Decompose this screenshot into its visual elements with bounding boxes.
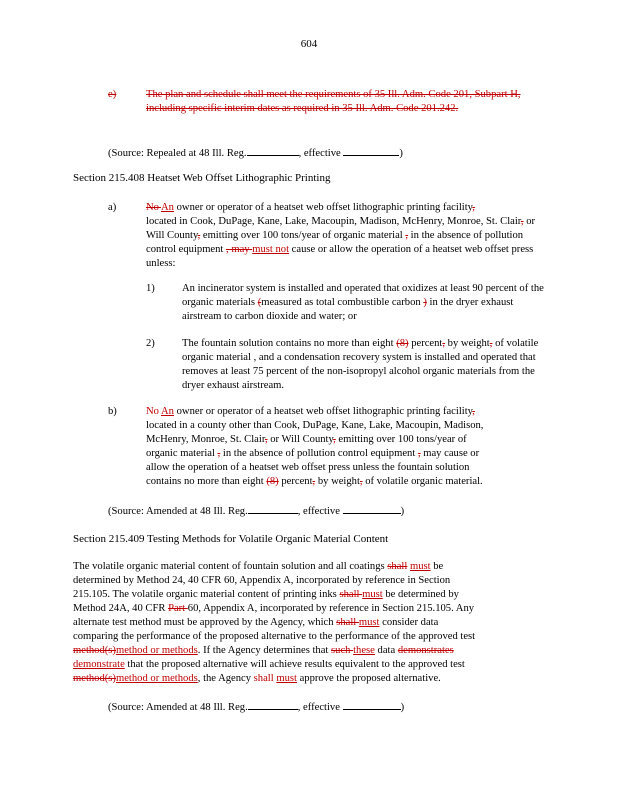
item-a2-text: The fountain solution contains no more than eight (8) percent, by weight, of volatile organic material , and a condensation recovery system is installed and operated that removes at least 75 percent of the non-isopropyl alcohol organic materials from the dryer exhaust airstream. (182, 338, 539, 391)
item-a2-label: 2) (146, 338, 155, 349)
source-note-repealed: (Source: Repealed at 48 Ill. Reg. , effective ) (108, 145, 403, 161)
item-e-text: The plan and schedule shall meet the requirements of 35 Ill. Adm. Code 201, Subpart H, including specific interim dates as required in 35 Ill. Adm. Code 201.242. (146, 89, 521, 114)
item-a1-label: 1) (146, 283, 155, 294)
source-note-amended-1: (Source: Amended at 48 Ill. Reg. , effective ) (108, 503, 404, 519)
subsection-b-text: No An owner or operator of a heatset web offset lithographic printing facility, located in a county other than Cook, DuPage, Kane, Lake, Macoupin, Madison, McHenry, Monroe, St. Clair, or Will County, emitting over 100 tons/year of organic material , in the absence of pollution control equipment , may cause or allow the operation of a heatset web offset press unless the fountain solution contains no more than eight (8) percent, by weight, of volatile organic material. (146, 406, 484, 487)
section-heading-215-408: Section 215.408 Heatset Web Offset Lithographic Printing (73, 172, 331, 184)
item-a1-text: An incinerator system is installed and operated that oxidizes at least 90 percent of the organic materials (measured as total combustible carbon ) in the dryer exhaust airstream to carbon dioxide and water; or (182, 283, 544, 322)
subsection-a-label: a) (108, 202, 117, 213)
subsection-b-label: b) (108, 406, 117, 417)
item-e-label: e) (108, 89, 117, 100)
section-heading-215-409: Section 215.409 Testing Methods for Volatile Organic Material Content (73, 533, 389, 545)
page-number: 604 (300, 38, 318, 50)
subsection-a-text: No An owner or operator of a heatset web offset lithographic printing facility, located in Cook, DuPage, Kane, Lake, Macoupin, Madison, McHenry, Monroe, St. Clair, or Will County, emitting over 100 tons/year of organic material , in the absence of pollution control equipment , may must not cause or allow the operation of a heatset web offset press unless: (146, 202, 536, 269)
section-409-body: The volatile organic material content of fountain solution and all coatings shall must be determined by Method 24, 40 CFR 60, Appendix A, incorporated by reference in Section 215.105. The volatile organic material content of printing inks shall must be determined by Method 24A, 40 CFR Part 60, Appendix A, incorporated by reference in Section 215.105. Any alternate test method must be approved by the Agency, which shall must consider data comparing the performance of the proposed alternative to the performance of the approved test method(s)method or methods. If the Agency determines that such these data demonstrates demonstrate that the proposed alternative will achieve results equivalent to the approved test method(s)method or methods, the Agency shall must approve the proposed alternative. (73, 561, 476, 684)
source-note-amended-2: (Source: Amended at 48 Ill. Reg. , effective ) (108, 699, 404, 715)
